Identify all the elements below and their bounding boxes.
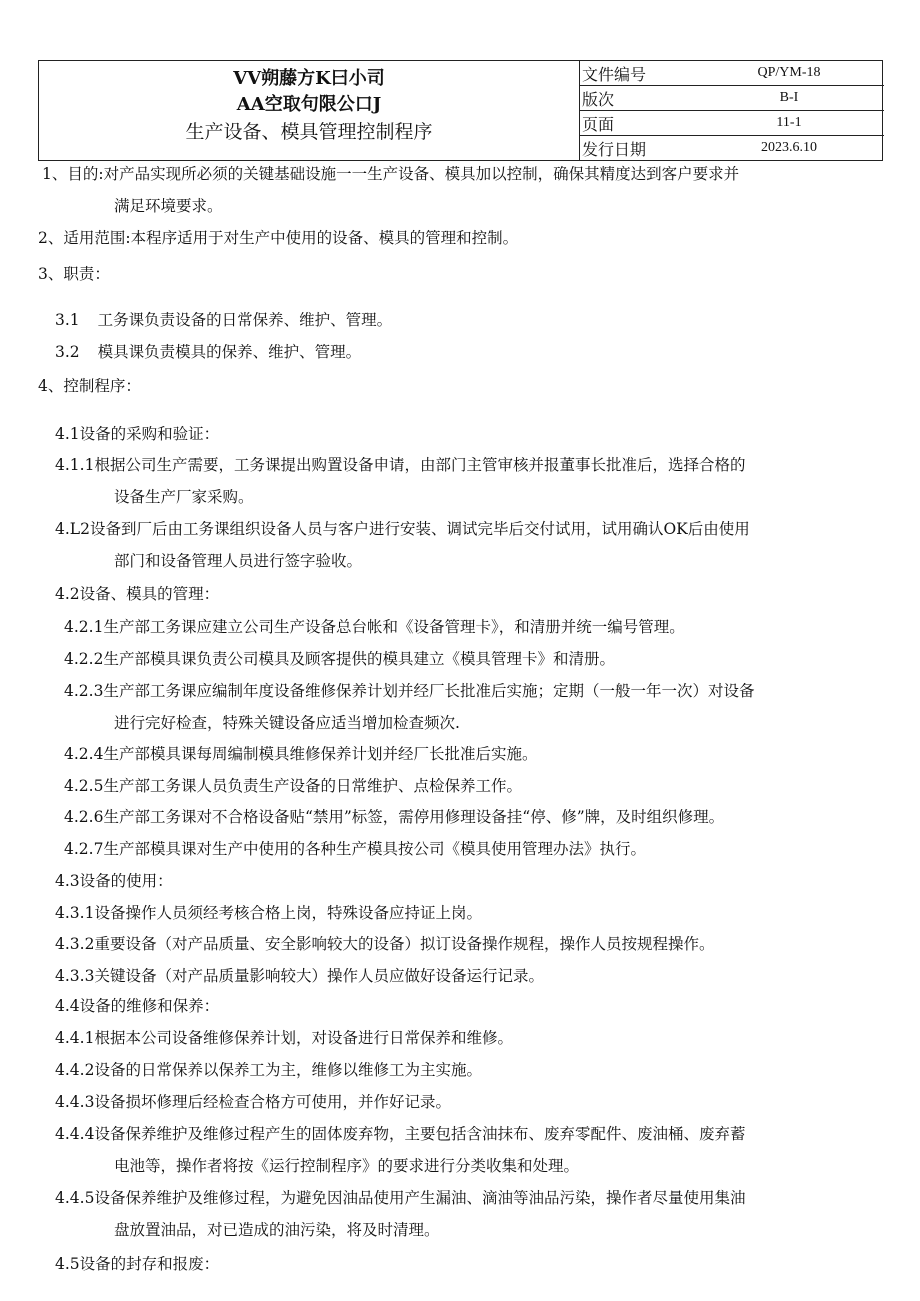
section-text: 设备的日常保养以保养工为主，维修以维修工为主实施。 [94, 1061, 482, 1079]
section-1 [42, 158, 739, 190]
section-text: 生产部模具课负责公司模具及顾客提供的模具建立《模具管理卡》和清册。 [103, 650, 615, 668]
company-name-line2: AA空取句限公口J [236, 94, 382, 115]
section-4-4 [55, 990, 219, 1022]
doc-number-label: 文件编号 [582, 65, 647, 84]
issue-date-value: 2023.6.10 [761, 140, 817, 155]
section-text: 职责： [63, 265, 110, 283]
header-row-page [579, 111, 884, 136]
section-text: 重要设备（对产品质量、安全影响较大的设备）拟订设备操作规程，操作人员按规程操作。 [94, 935, 715, 953]
section-number: 4.3.3 [55, 967, 95, 985]
version-label: 版次 [582, 90, 615, 109]
section-number: 4.1 [55, 425, 80, 443]
section-text: 控制程序： [63, 377, 141, 395]
section-4-2 [55, 578, 219, 610]
document-header [38, 60, 883, 161]
section-number: 4.4.5 [55, 1189, 95, 1207]
header-title-block [39, 61, 580, 160]
section-4-3-2 [55, 928, 714, 960]
section-text: 关键设备（对产品质量影响较大）操作人员应做好设备运行记录。 [94, 967, 544, 985]
section-4-2-4 [64, 738, 537, 770]
version-value: B-I [779, 90, 799, 105]
section-text: 生产部工务课对不合格设备贴“禁用”标签，需停用修理设备挂“停、修”牌，及时组织修理。 [103, 808, 725, 826]
section-2 [38, 222, 518, 254]
section-4-4-5 [55, 1182, 745, 1214]
section-number: 4.2.5 [64, 777, 104, 795]
section-number: 2、 [38, 229, 64, 247]
section-text: 设备的维修和保养： [79, 997, 220, 1015]
section-number: 4.2.2 [64, 650, 104, 668]
section-text: 根据本公司设备维修保养计划，对设备进行日常保养和维修。 [94, 1029, 513, 1047]
section-number: 4.2.1 [64, 618, 104, 636]
section-4-1-2 [55, 513, 750, 545]
section-number: 4.2 [55, 585, 80, 603]
section-text: 生产部工务课应编制年度设备维修保养计划并经厂长批准后实施；定期（一般一年一次）对设备 [103, 682, 755, 700]
section-number: 4.4 [55, 997, 80, 1015]
section-text: 设备保养维护及维修过程，为避免因油品使用产生漏油、滴油等油品污染，操作者尽量使用集油 [94, 1189, 746, 1207]
page-label: 页面 [582, 115, 615, 134]
section-text: 设备损坏修理后经检查合格方可使用，并作好记录。 [94, 1093, 451, 1111]
section-4-4-4 [55, 1118, 745, 1150]
section-3 [38, 258, 110, 290]
section-text: 设备操作人员须经考核合格上岗，特殊设备应持证上岗。 [94, 904, 482, 922]
section-4-3-1 [55, 897, 482, 929]
section-number: 4.4.4 [55, 1125, 95, 1143]
section-number: 4.2.3 [64, 682, 104, 700]
section-number: 3.1 [55, 311, 80, 329]
section-number: 4.3.1 [55, 904, 95, 922]
section-4-4-4-cont: 电池等，操作者将按《运行控制程序》的要求进行分类收集和处理。 [114, 1157, 580, 1175]
section-number: 4.3 [55, 872, 80, 890]
section-number: 4.2.6 [64, 808, 104, 826]
section-number: 4.3.2 [55, 935, 95, 953]
page-value: 11-1 [776, 115, 802, 130]
section-text: 设备的封存和报废： [79, 1255, 220, 1273]
section-4-3-3 [55, 960, 544, 992]
section-text: 设备到厂后由工务课组织设备人员与客户进行安装、调试完毕后交付试用，试用确认OK后由使用 [89, 520, 750, 538]
section-4-4-3 [55, 1086, 451, 1118]
section-4-2-6 [64, 801, 724, 833]
section-number: 4.4.1 [55, 1029, 95, 1047]
section-text: 模具课负责模具的保养、维护、管理。 [97, 343, 362, 361]
section-text: 生产部模具课每周编制模具维修保养计划并经厂长批准后实施。 [103, 745, 538, 763]
section-number: 4.4.3 [55, 1093, 95, 1111]
section-number: 3、 [38, 265, 64, 283]
section-4-5 [55, 1248, 219, 1280]
section-4-4-1 [55, 1022, 513, 1054]
section-text: 目的:对产品实现所必须的关键基础设施一一生产设备、模具加以控制，确保其精度达到客户要求并 [67, 165, 740, 183]
section-text: 根据公司生产需要，工务课提出购置设备申请，由部门主管审核并报董事长批准后，选择合格的 [94, 456, 746, 474]
section-4-2-3-cont: 进行完好检查，特殊关键设备应适当增加检查频次. [114, 714, 460, 732]
section-4-1-1-cont: 设备生产厂家采购。 [114, 488, 254, 506]
section-4-2-1 [64, 611, 685, 643]
section-4-2-2 [64, 643, 615, 675]
section-text: 生产部模具课对生产中使用的各种生产模具按公司《模具使用管理办法》执行。 [103, 840, 646, 858]
issue-date-label: 发行日期 [582, 140, 647, 159]
section-4-2-3 [64, 675, 754, 707]
section-number: 4.5 [55, 1255, 80, 1273]
section-text: 适用范围:本程序适用于对生产中使用的设备、模具的管理和控制。 [63, 229, 519, 247]
section-4-4-5-cont: 盘放置油品，对已造成的油污染，将及时清理。 [114, 1221, 440, 1239]
section-1-cont: 满足环境要求。 [114, 197, 223, 215]
section-3-1 [55, 304, 392, 336]
section-4-1 [55, 418, 219, 450]
section-4-3 [55, 865, 173, 897]
document-title: 生产设备、模具管理控制程序 [185, 121, 433, 143]
section-text: 设备的使用： [79, 872, 173, 890]
section-4-1-2-cont: 部门和设备管理人员进行签字验收。 [114, 552, 363, 570]
section-number: 4、 [38, 377, 64, 395]
section-number: 4.4.2 [55, 1061, 95, 1079]
section-4 [38, 370, 141, 402]
section-number: 4.1.1 [55, 456, 95, 474]
section-text: 设备的采购和验证： [79, 425, 220, 443]
company-name-line1: VV朔藤方K曰小司 [233, 68, 385, 89]
section-number: 4.2.4 [64, 745, 104, 763]
section-text: 工务课负责设备的日常保养、维护、管理。 [97, 311, 393, 329]
section-number: 4.2.7 [64, 840, 104, 858]
section-number: 4.L2 [55, 520, 90, 538]
header-row-version [579, 86, 884, 111]
section-text: 生产部工务课人员负责生产设备的日常维护、点检保养工作。 [103, 777, 522, 795]
doc-number-value: QP/YM-18 [757, 65, 821, 80]
section-4-1-1 [55, 449, 745, 481]
section-text: 生产部工务课应建立公司生产设备总台帐和《设备管理卡》，和清册并统一编号管理。 [103, 618, 685, 636]
section-4-2-7 [64, 833, 646, 865]
section-4-4-2 [55, 1054, 482, 1086]
section-4-2-5 [64, 770, 522, 802]
section-text: 设备、模具的管理： [79, 585, 220, 603]
header-row-doc-number [579, 61, 884, 86]
section-number: 1、 [42, 165, 68, 183]
section-text: 设备保养维护及维修过程产生的固体废弃物，主要包括含油抹布、废弃零配件、废油桶、废弃蓄 [94, 1125, 746, 1143]
section-number: 3.2 [55, 343, 80, 361]
section-3-2 [55, 336, 361, 368]
